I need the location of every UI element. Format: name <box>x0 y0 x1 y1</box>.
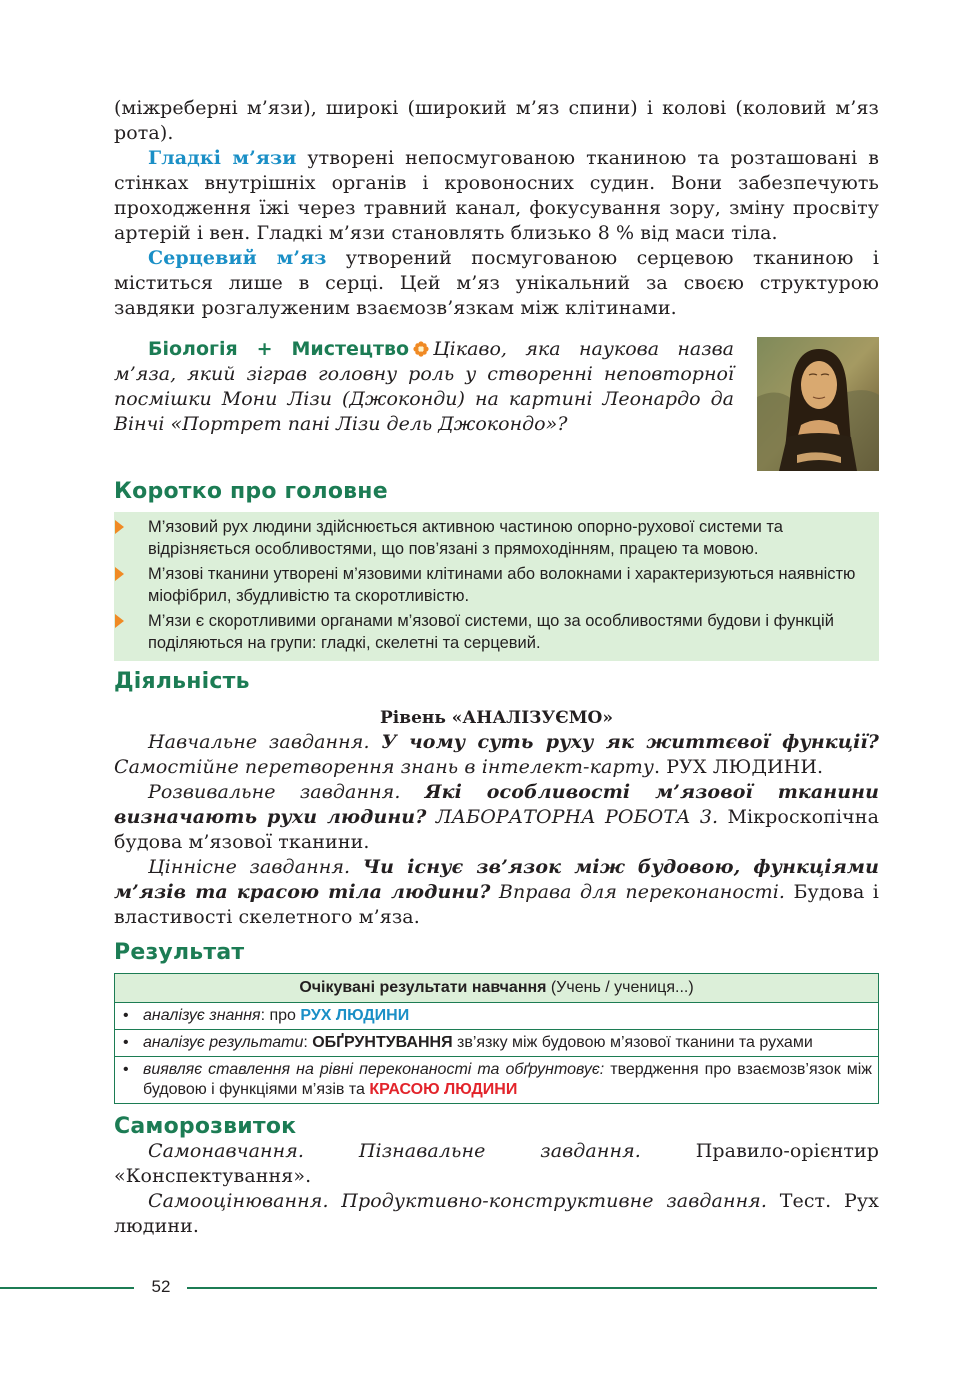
summary-box <box>114 512 879 661</box>
smooth-muscles-text: утворені непосмугованою тканиною та розташовані в стінках внутрішніх органів і кровоносних судин. Вони забезпечують проходження їжі через травний канал, фокусування зору, зміну просвіту артерій і вен. Гладкі м’язи становлять близько 8 % від маси тіла. <box>114 147 879 244</box>
header-rest: (Учень / учениця...) <box>546 979 694 996</box>
task-value <box>114 855 879 930</box>
task-activity: ЛАБОРАТОРНА РОБОТА 3. <box>426 806 719 828</box>
summary-item <box>148 563 871 607</box>
intro-paragraph-2 <box>114 146 879 246</box>
task-developmental <box>114 780 879 855</box>
self-assessment-paragraph <box>114 1189 879 1239</box>
bullet: • <box>123 1034 129 1051</box>
task-topic: . РУХ ЛЮДИНИ. <box>653 756 824 778</box>
result-text: твердження про взаємозв’язок між будовою і функціями м’язів та <box>143 1061 872 1098</box>
task-label: Ціннісне завдання. <box>148 856 363 878</box>
result-title: Результат <box>114 940 245 965</box>
activity-title: Діяльність <box>114 669 250 694</box>
header-bold: Очікувані результати навчання <box>299 979 547 996</box>
summary-item-text: М’язові тканини утворені м’язовими клітинами або волокнами і характеризуються наявністю міофібрил, збудливістю та скоротливістю. <box>148 565 856 605</box>
result-bold: ОБҐРУНТУВАННЯ <box>312 1034 453 1051</box>
self-assessment-text: Тест. Рух людини. <box>114 1190 879 1237</box>
summary-item <box>148 516 871 560</box>
bullet: • <box>123 1007 129 1024</box>
term-cardiac-muscle: Серцевий м’яз <box>148 247 327 269</box>
table-row <box>115 1057 879 1104</box>
page-number: 52 <box>151 1277 171 1296</box>
task-question: У чому суть руху як життєвої функції? <box>381 731 879 753</box>
result-cell <box>115 1057 879 1104</box>
arrow-bullet-icon <box>115 567 124 581</box>
task-question: Які особливості м’язової тканини визначають рухи людини? <box>114 781 879 828</box>
art-box-heading: Біологія + Мистецтво <box>148 338 410 360</box>
flower-icon <box>413 341 429 357</box>
task-activity: Самостійне перетворення знань в інтелект-карту <box>114 756 654 778</box>
result-text: : <box>303 1034 313 1051</box>
task-question: Чи існує зв’язок між будовою, функціями м’язів та красою тіла людини? <box>114 856 879 903</box>
results-header <box>115 974 879 1003</box>
task-topic: Мікроскопічна будова м’язової тканини. <box>114 806 880 853</box>
results-table <box>114 973 879 1104</box>
term-smooth-muscles: Гладкі м’язи <box>148 147 297 169</box>
result-verb: виявляє ставлення на рівні переконаності та обґрунтовує: <box>143 1061 605 1078</box>
summary-title: Коротко про головне <box>114 479 388 504</box>
arrow-bullet-icon <box>115 520 124 534</box>
table-row <box>115 1030 879 1057</box>
result-verb: аналізує знання <box>143 1007 261 1024</box>
self-study-paragraph <box>114 1139 879 1189</box>
result-highlight-red: КРАСОЮ ЛЮДИНИ <box>369 1081 518 1098</box>
table-row <box>115 1003 879 1030</box>
task-label: Навчальне завдання. <box>148 731 382 753</box>
art-box-question: Цікаво, яка наукова назва м’яза, який зіграв головну роль у створенні неповторної посмішки Мони Лізи (Джоконди) на картині Леонардо да Вінчі «Портрет пані Лізи дель Джокондо»? <box>114 338 735 435</box>
summary-item <box>148 610 871 654</box>
result-verb: аналізує результати <box>143 1034 304 1051</box>
art-box-text <box>114 337 734 437</box>
intro-paragraph-1: (міжреберні м’язи), широкі (широкий м’яз спини) і колові (коловий м’яз рота). <box>114 97 879 144</box>
result-cell <box>115 1030 879 1057</box>
summary-item-text: М’язовий рух людини здійснюється активною частиною опорно-рухової системи та відрізняється особливостями, що пов’язані з прямоходінням, працею та мовою. <box>148 518 783 558</box>
self-assessment-label: Самооцінювання. Продуктивно-конструктивне завдання. <box>148 1190 767 1212</box>
task-educational <box>114 730 879 780</box>
summary-item-text: М’язи є скоротливими органами м’язової системи, що за особливостями будови і функцій поділяються на групи: гладкі, скелетні та серцевий. <box>148 612 834 652</box>
mona-lisa-painting <box>757 337 879 471</box>
page-content <box>114 96 879 1239</box>
self-study-text: Правило-орієнтир «Конспектування». <box>114 1140 879 1187</box>
arrow-bullet-icon <box>115 614 124 628</box>
footer-line-right <box>187 1287 877 1289</box>
self-development-title: Саморозвиток <box>114 1114 297 1139</box>
bullet: • <box>123 1061 129 1078</box>
cardiac-muscle-text: утворений посмугованою серцевою тканиною і міститься лише в серці. Цей м’яз унікальний за своєю структурою завдяки розгалуженим взаємозв’язкам між клітинами. <box>114 247 880 319</box>
results-header-row <box>115 974 879 1003</box>
result-cell <box>115 1003 879 1030</box>
task-activity: Вправа для переконаності. <box>490 881 786 903</box>
footer-line-left <box>0 1287 134 1289</box>
level-heading: Рівень «АНАЛІЗУЄМО» <box>380 708 613 728</box>
intro-paragraph-3 <box>114 246 879 321</box>
task-topic: Будова і властивості скелетного м’яза. <box>114 881 879 928</box>
task-label: Розвивальне завдання. <box>148 781 425 803</box>
biology-art-box <box>114 337 879 475</box>
result-highlight: РУХ ЛЮДИНИ <box>300 1007 410 1024</box>
result-text: : про <box>260 1007 301 1024</box>
self-study-label: Самонавчання. Пізнавальне завдання. <box>148 1140 641 1162</box>
result-after: зв’язку між будовою м’язової тканини та рухами <box>452 1034 813 1051</box>
